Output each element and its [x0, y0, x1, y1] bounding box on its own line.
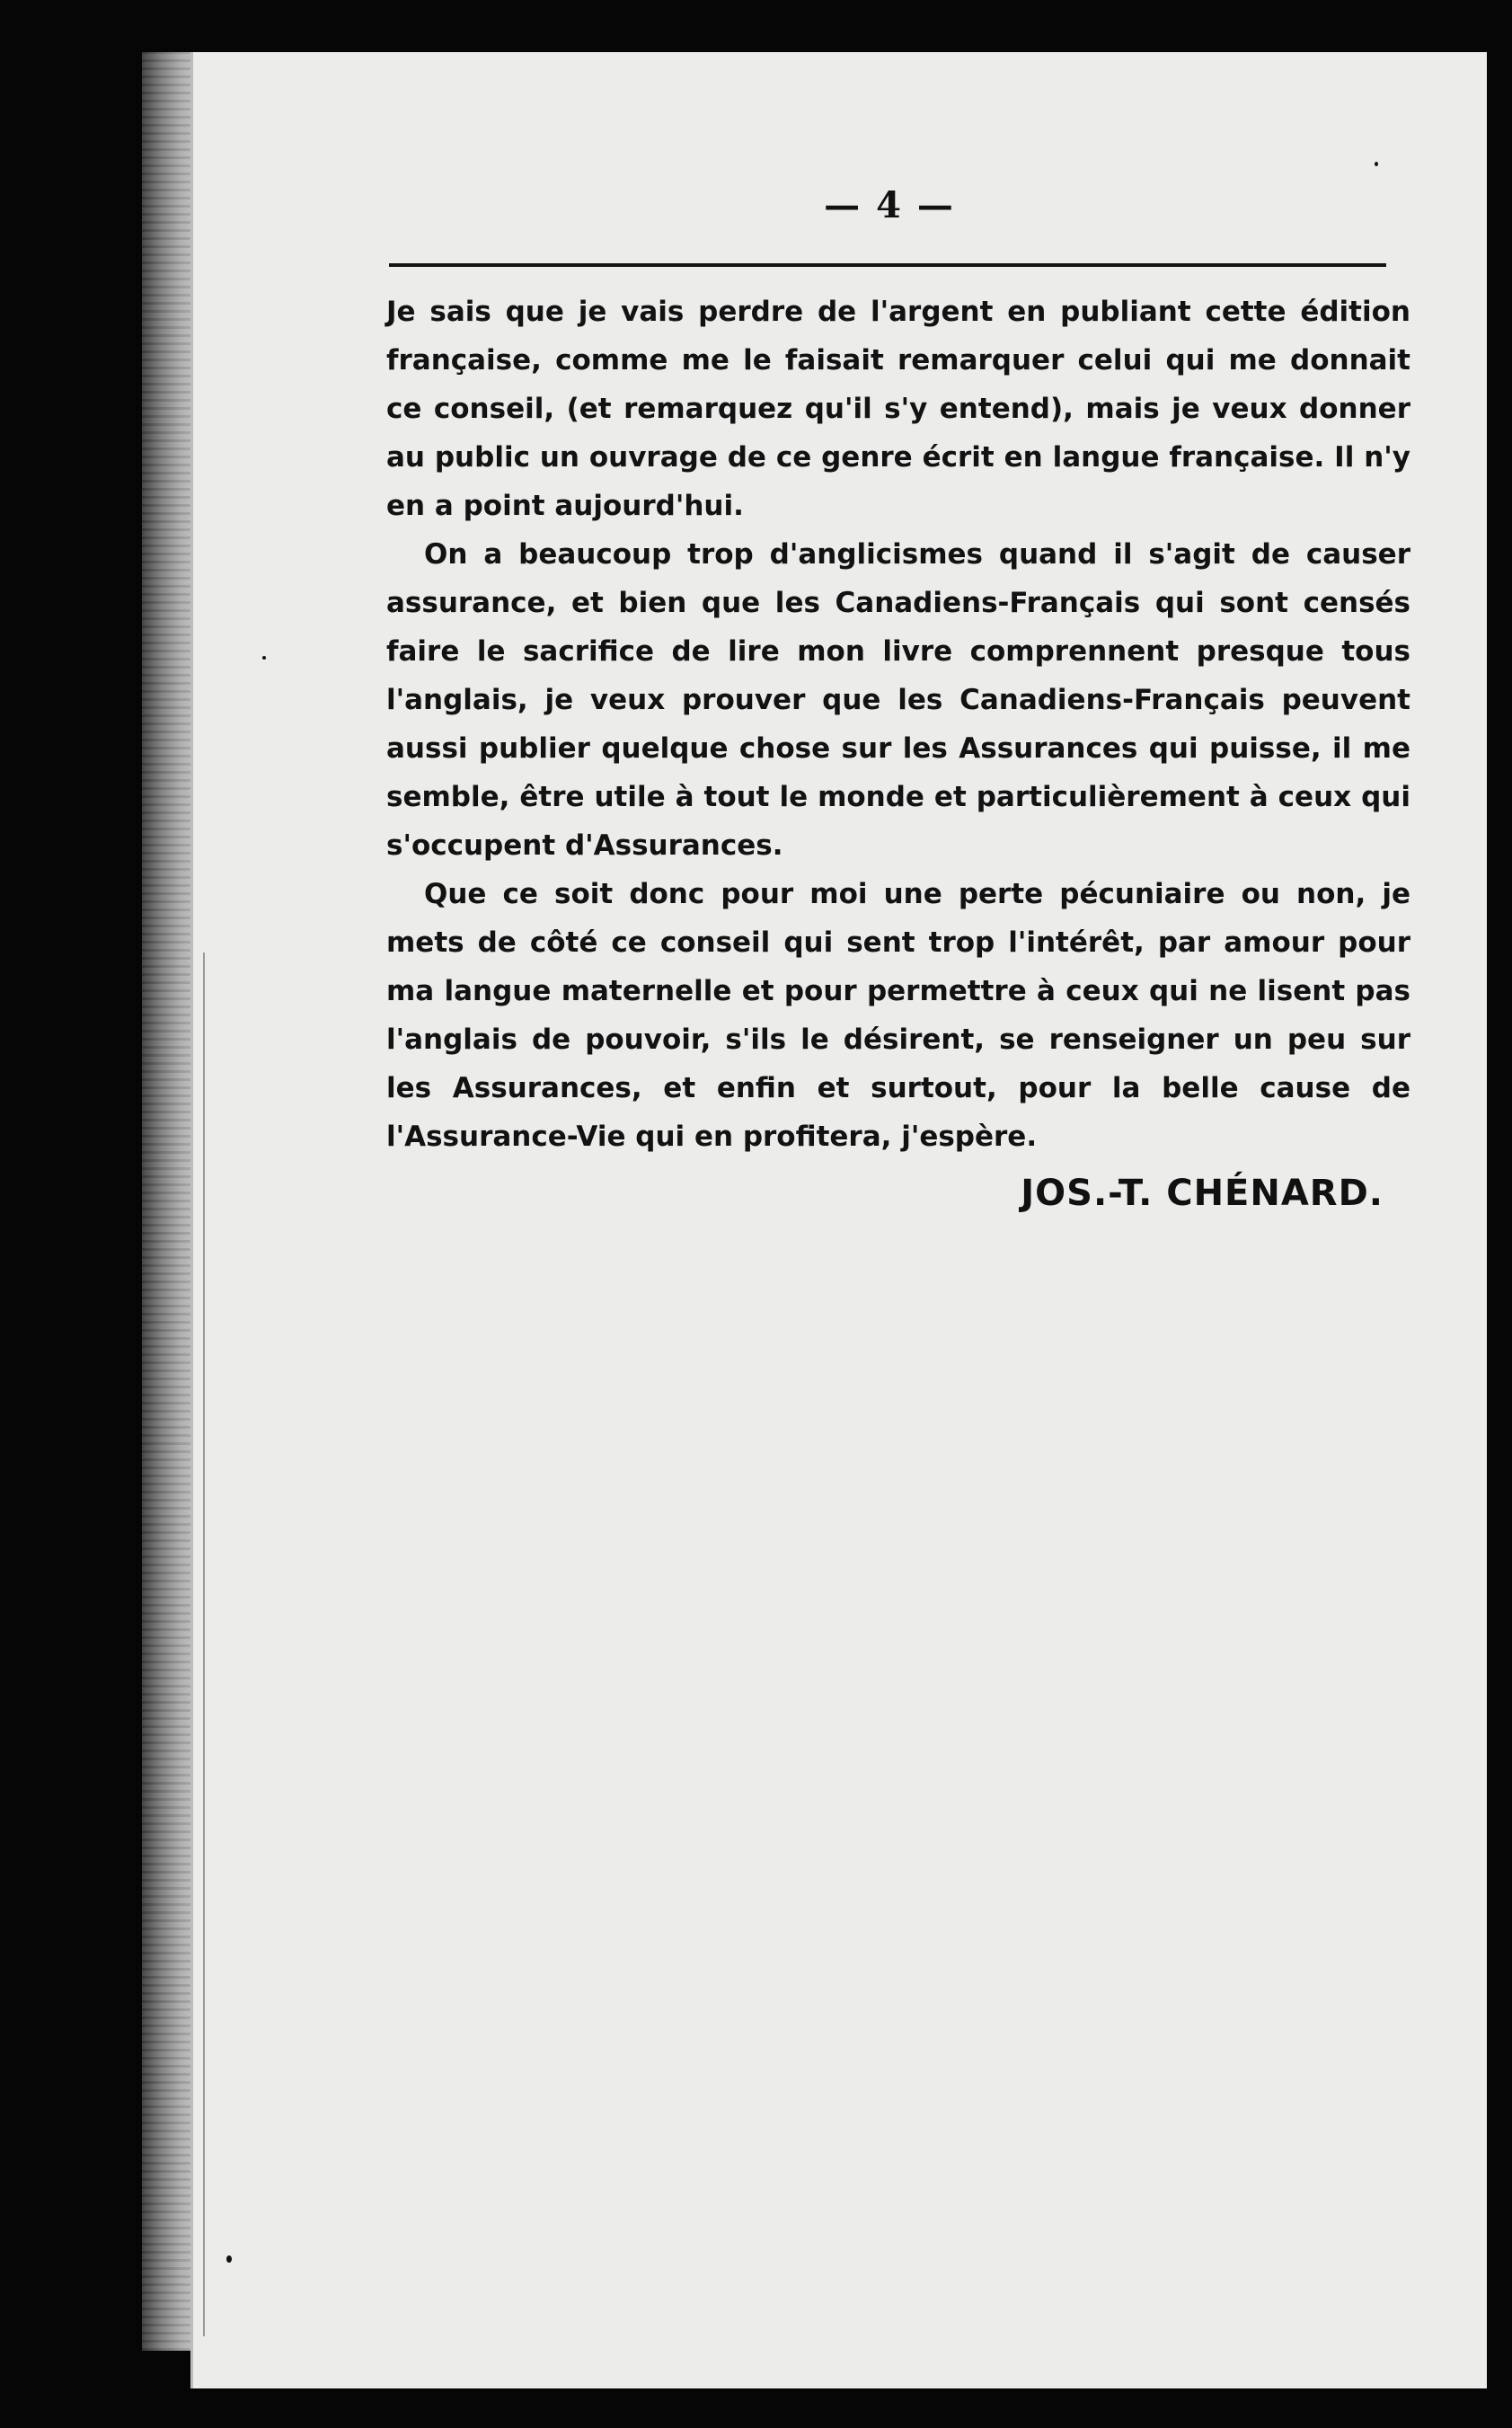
dust-speck — [1375, 162, 1378, 166]
header-rule — [389, 263, 1386, 267]
paragraph-1: Je sais que je vais perdre de l'argent en publiant cette édition française, comme me le faisait remarquer celui qui me donnait ce conseil, (et remarquez qu'il s'y entend), mais je veux donner au public un ouvrage de ce genre écrit en langue française. Il n'y en a point aujourd'hui. — [386, 296, 1410, 522]
page-inner-edge — [203, 953, 205, 2336]
page-number: — 4 — — [824, 184, 955, 226]
dust-speck — [262, 656, 266, 660]
paragraph-2: On a beaucoup trop d'anglicismes quand il s'agit de causer assurance, et bien que les Canadiens-Français qui sont censés faire le sacrifice de lire mon livre comprennent presque tous l'anglais, je veux prouver que les Canadiens-Français peuvent aussi publier quelque chose sur les Assurances qui puisse, il me semble, être utile à tout le monde et particulièrement à ceux qui s'occupent d'Assurances. — [386, 538, 1410, 862]
body-text — [386, 288, 1410, 1161]
paragraph-3: Que ce soit donc pour moi une perte pécuniaire ou non, je mets de côté ce conseil qui sent trop l'intérêt, par amour pour ma langue maternelle et pour permettre à ceux qui ne lisent pas l'anglais de pouvoir, s'ils le désirent, se renseigner un peu sur les Assurances, et enfin et surtout, pour la belle cause de l'Assurance-Vie qui en profitera, j'espère. — [386, 878, 1410, 1153]
dust-speck — [226, 2255, 232, 2263]
author-signature: JOS.-T. CHÉNARD. — [1021, 1173, 1384, 1214]
